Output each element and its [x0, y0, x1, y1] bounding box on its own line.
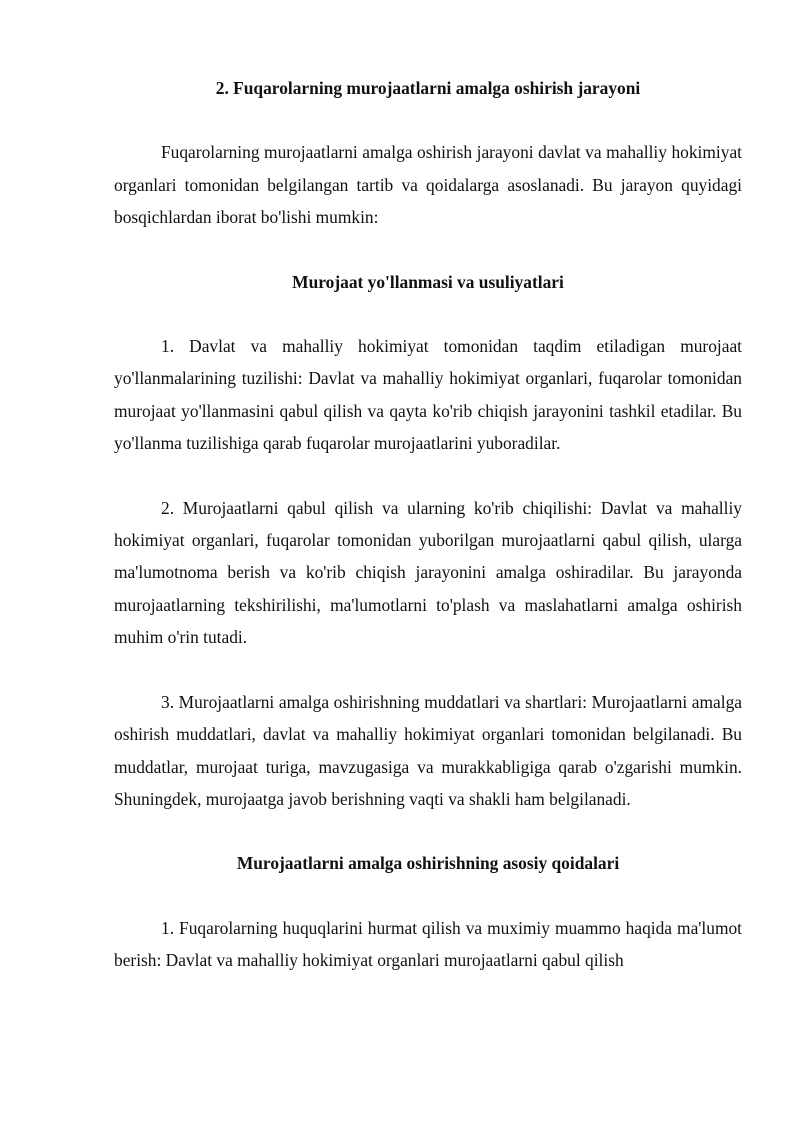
document-page — [114, 72, 742, 977]
intro-paragraph: Fuqarolarning murojaatlarni amalga oshirish jarayoni davlat va mahalliy hokimiyat organlari tomonidan belgilangan tartib va qoidalarga asoslanadi. Bu jarayon quyidagi bosqichlardan iborat bo'lishi mumkin: — [114, 142, 742, 228]
subsection-title-1: Murojaat yo'llanmasi va usuliyatlari — [292, 271, 564, 292]
list-item: 3. Murojaatlarni amalga oshirishning muddatlari va shartlari: Murojaatlarni amalga oshirish muddatlari, davlat va mahalliy hokimiyat organlari tomonidan belgilanadi. Bu muddatlar, murojaat turiga, mavzugasiga va murakkabligiga qarab o'zgarishi mumkin. Shuningdek, murojaatga javob berishning vaqti va shakli ham belgilanadi. — [114, 691, 742, 809]
list-item: 1. Davlat va mahalliy hokimiyat tomonidan taqdim etiladigan murojaat yo'llanmalarining tuzilishi: Davlat va mahalliy hokimiyat organlari, fuqarolar tomonidan murojaat yo'llanmasini qabul qilish va qayta ko'rib chiqish jarayonini tashkil etadilar. Bu yo'llanma tuzilishiga qarab fuqarolar murojaatlarini yuboradilar. — [114, 336, 742, 454]
list-item: 1. Fuqarolarning huquqlarini hurmat qilish va muximiy muammo haqida ma'lumot berish: Davlat va mahalliy hokimiyat organlari murojaatlarni qabul qilish — [114, 917, 742, 971]
list-item: 2. Murojaatlarni qabul qilish va ularning ko'rib chiqilishi: Davlat va mahalliy hokimiyat organlari, fuqarolar tomonidan yuborilgan murojaatlarni qabul qilish, ularga ma'lumotnoma berish va ko'rib chiqish jarayonini amalga oshiradilar. Bu jarayonda murojaatlarning tekshirilishi, ma'lumotlarni to'plash va maslahatlarni amalga oshirish muhim o'rin tutadi. — [114, 497, 742, 648]
subsection-title-2: Murojaatlarni amalga oshirishning asosiy qoidalari — [236, 853, 620, 874]
section-title: 2. Fuqarolarning murojaatlarni amalga oshirish jarayoni — [215, 78, 641, 98]
